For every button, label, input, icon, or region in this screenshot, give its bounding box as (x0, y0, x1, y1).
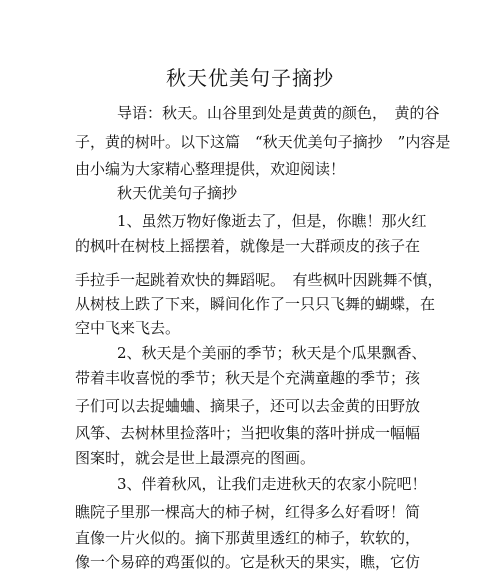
paragraph-line: 2、秋天是个美丽的季节；秋天是个瓜果飘香、 (117, 344, 427, 362)
section-heading: 秋天优美句子摘抄 (117, 184, 238, 202)
paragraph-line: 子，黄的树叶。以下这篇 “秋天优美句子摘抄 ”内容是 (75, 133, 451, 151)
paragraph-line: 空中飞来飞去。 (75, 319, 181, 337)
paragraph-line: 瞧院子里那一棵高大的柿子树，红得多么好看呀！简 (75, 503, 421, 521)
paragraph-line: 子们可以去捉蛐蛐、摘果子，还可以去金黄的田野放 (75, 397, 421, 415)
document-title: 秋天优美句子摘抄 (166, 66, 334, 90)
paragraph-line: 从树枝上跌了下来，瞬间化作了一只只飞舞的蝴蝶，在 (75, 295, 436, 313)
paragraph-line: 手拉手一起跳着欢快的舞蹈呢。 有些枫叶因跳舞不慎， (75, 271, 443, 289)
paragraph-line: 带着丰收喜悦的季节；秋天是个充满童趣的季节；孩 (75, 369, 421, 387)
paragraph-line: 1、虽然万物好像逝去了，但是，你瞧！那火红 (117, 212, 427, 230)
paragraph-line: 由小编为大家精心整理提供，欢迎阅读！ (75, 160, 346, 178)
paragraph-line: 图案时，就会是世上最漂亮的图画。 (75, 449, 316, 467)
paragraph-line: 导语：秋天。山谷里到处是黄黄的颜色， 黄的谷 (117, 104, 440, 122)
paragraph-line: 3、伴着秋风，让我们走进秋天的农家小院吧！ (117, 475, 427, 493)
paragraph-line: 的枫叶在树枝上摇摆着，就像是一大群顽皮的孩子在 (75, 237, 421, 255)
paragraph-line: 风筝、去树林里捡落叶；当把收集的落叶拼成一幅幅 (75, 424, 421, 442)
paragraph-line: 像一个易碎的鸡蛋似的。它是秋天的果实，瞧，它仿 (75, 553, 421, 571)
paragraph-line: 直像一片火似的。摘下那黄里透红的柿子，软软的， (75, 529, 421, 547)
